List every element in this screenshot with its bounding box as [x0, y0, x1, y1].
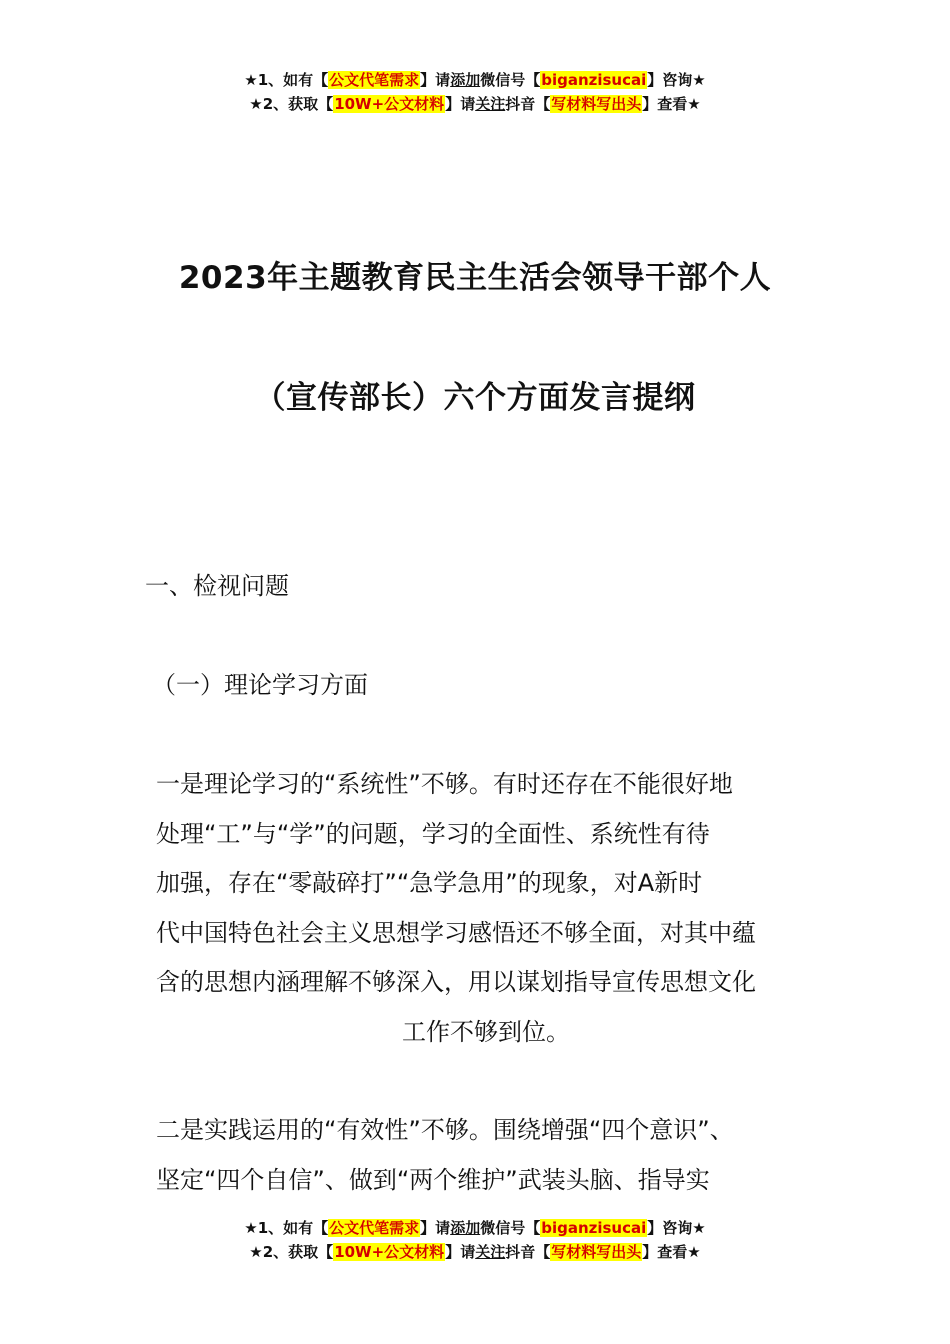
paragraph-line: 二是实践运用的“有效性”不够。围绕增强“四个意识”、 [156, 1116, 734, 1144]
banner-line-1 [0, 1216, 950, 1240]
banner-highlight: 10W+公文材料 [334, 1243, 445, 1261]
paragraph-line: 坚定“四个自信”、做到“两个维护”武装头脑、指导实 [156, 1165, 710, 1194]
banner-text: 】请 [420, 71, 451, 89]
header-banner [0, 68, 950, 116]
banner-highlight: biganzisucai [541, 1219, 647, 1237]
banner-text: 抖音【 [505, 95, 551, 113]
paragraph-line: 加强，存在“零敲碎打”“急学急用”的现象，对A新时 [156, 869, 703, 897]
paragraph-1 [156, 760, 816, 1057]
banner-highlight: 公文代笔需求 [329, 71, 420, 89]
banner-text: 】请 [445, 1243, 476, 1261]
paragraph-line: 含的思想内涵理解不够深入，用以谋划指导宣传思想文化 [156, 968, 756, 996]
banner-underlined-text: 添加 [450, 71, 481, 89]
paragraph-line: 代中国特色社会主义思想学习感悟还不够全面，对其中蕴 [156, 918, 756, 947]
banner-text: ★1、如有【 [244, 71, 329, 89]
banner-text: 】请 [445, 95, 476, 113]
banner-underlined-text: 关注 [475, 1243, 506, 1261]
paragraph-2 [156, 1106, 816, 1205]
banner-text: ★2、获取【 [249, 95, 334, 113]
banner-text: 】查看★ [642, 1243, 701, 1261]
banner-text: 抖音【 [505, 1243, 551, 1261]
footer-banner [0, 1216, 950, 1264]
paragraph-line: 处理“工”与“学”的问题，学习的全面性、系统性有待 [156, 819, 710, 848]
banner-text: 】请 [420, 1219, 451, 1237]
paragraph-line: 一是理论学习的“系统性”不够。有时还存在不能很好地 [156, 770, 733, 798]
banner-text: 】咨询★ [647, 71, 706, 89]
paragraph-line: 工作不够到位。 [402, 1017, 570, 1046]
section-heading: 一、检视问题 [145, 572, 289, 600]
banner-underlined-text: 添加 [450, 1219, 481, 1237]
banner-text: 微信号【 [480, 71, 541, 89]
banner-underlined-text: 关注 [475, 95, 506, 113]
banner-highlight: biganzisucai [541, 71, 647, 89]
banner-text: 】查看★ [642, 95, 701, 113]
banner-highlight: 写材料写出头 [551, 95, 642, 113]
document-title-line-2: （宣传部长）六个方面发言提纲 [254, 380, 696, 416]
banner-line-1 [0, 68, 950, 92]
document-title-line-1: 2023年主题教育民主生活会领导干部个人 [178, 260, 772, 296]
banner-highlight: 公文代笔需求 [329, 1219, 420, 1237]
banner-line-2 [0, 1240, 950, 1264]
banner-text: ★2、获取【 [249, 1243, 334, 1261]
banner-text: ★1、如有【 [244, 1219, 329, 1237]
banner-highlight: 写材料写出头 [551, 1243, 642, 1261]
banner-highlight: 10W+公文材料 [334, 95, 445, 113]
banner-text: 】咨询★ [647, 1219, 706, 1237]
subsection-heading: （一）理论学习方面 [152, 671, 368, 699]
banner-text: 微信号【 [480, 1219, 541, 1237]
banner-line-2 [0, 92, 950, 116]
